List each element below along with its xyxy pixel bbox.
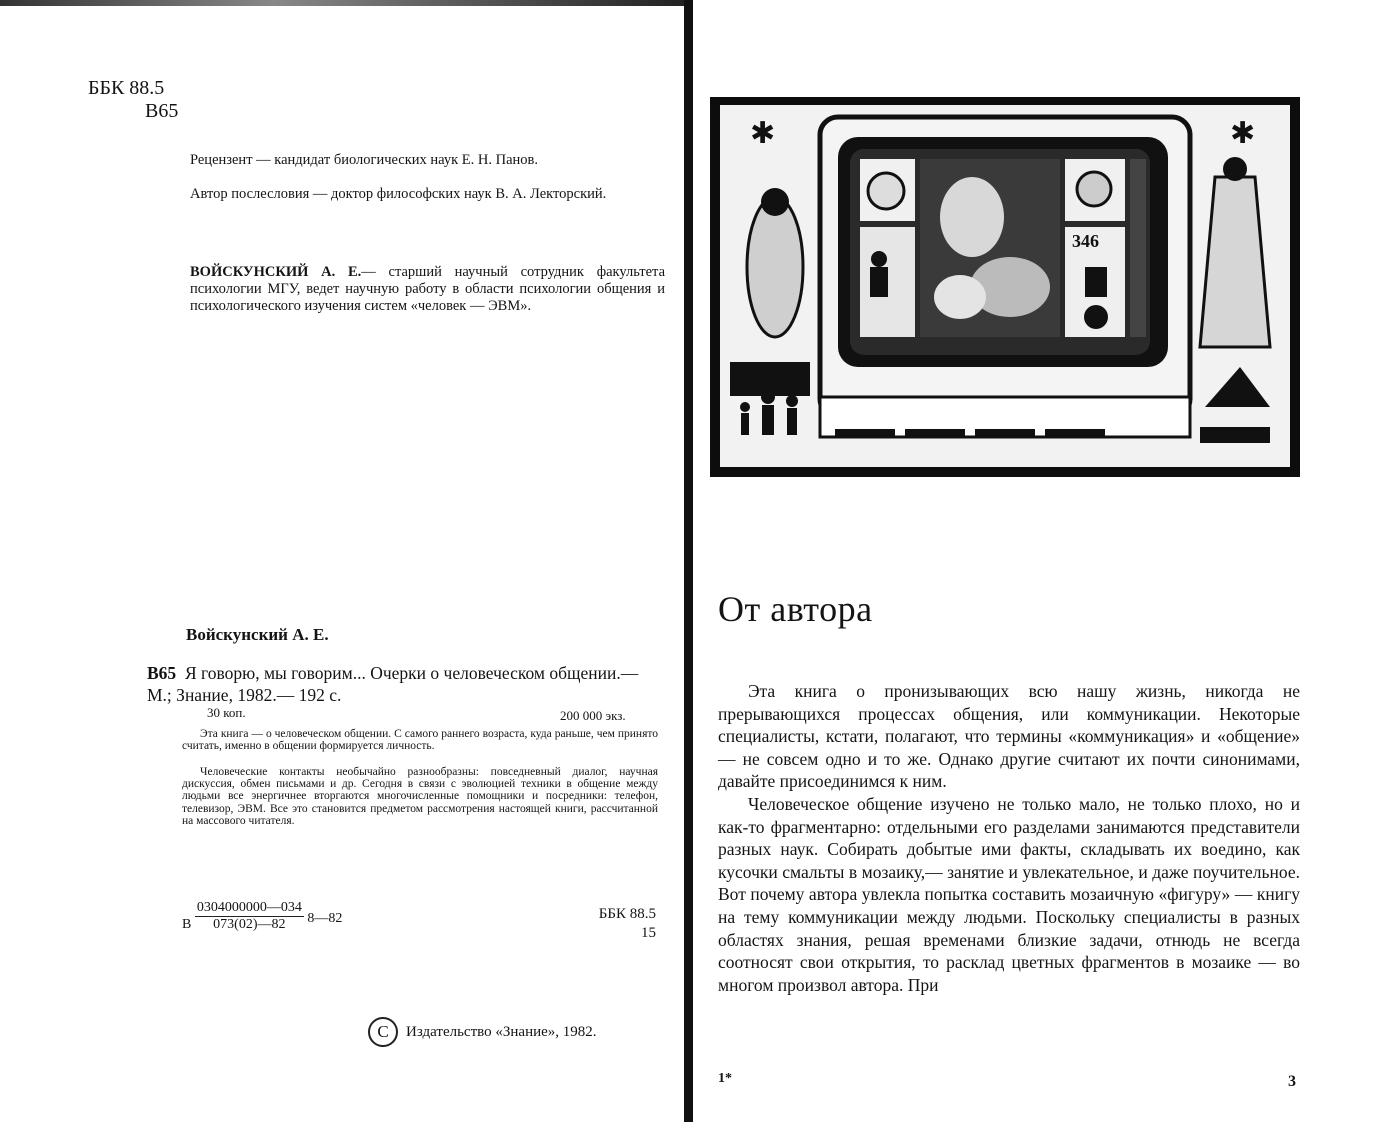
circulation: 200 000 экз. [560, 708, 626, 723]
catalog-entry [147, 662, 662, 706]
author-bio [190, 264, 665, 315]
annotation-1: Эта книга — о человеческом общении. С самого раннего возраста, куда раньше, чем принято считать, именно в общении формируется личность. [182, 728, 658, 753]
page-number: 3 [1288, 1073, 1296, 1090]
tv-number: 346 [1072, 231, 1099, 251]
catalog-sign: В65 [147, 663, 177, 683]
index-numerator: 0304000000—034 [196, 900, 302, 915]
index-suffix: 8—82 [307, 911, 343, 926]
annotation-2: Человеческие контакты необычайно разнообразны: повседневный диалог, научная дискуссия, обмен письмами и др. Сегодня в связи с эволюцией техники в общение между людьми все энергичнее вторгаются многочисленные помощники и посредники: телефон, телевизор, ЭВМ. Все это становится предметом рассмотрения настоящей книги, рассчитанной на массового читателя. [182, 766, 658, 827]
reviewer-line: Рецензент — кандидат биологических наук Е. Н. Панов. [190, 152, 539, 168]
svg-text:✱: ✱ [1230, 116, 1256, 151]
price: 30 коп. [207, 705, 246, 720]
paragraph-1: Эта книга о пронизывающих всю нашу жизнь, никогда не прерывающихся процессах общения, или коммуникации. Некоторые специалисты, кстати, полагают, что термины «коммуникация» и «общение» — не совсем одно и то же. Однако другие считают их почти синонимами, давайте присоединимся к ним. [718, 681, 1300, 792]
copyright-text: Издательство «Знание», 1982. [406, 1023, 597, 1040]
catalog-title: Я говорю, мы говорим... Очерки о человеческом общении.— М.; Знание, 1982.— 192 с. [147, 663, 639, 705]
bbk-bottom-number: 15 [641, 925, 656, 941]
signature-mark: 1* [718, 1071, 732, 1086]
body-text [718, 680, 1300, 996]
copyright-icon: C [368, 1017, 398, 1047]
book-spine [684, 0, 693, 1122]
publication-index [182, 900, 342, 933]
bio-name: ВОЙСКУНСКИЙ А. Е. [190, 264, 362, 280]
svg-text:✱: ✱ [750, 116, 776, 151]
left-page [0, 0, 684, 1122]
index-letter: В [182, 917, 192, 932]
bbk-code: ББК 88.5 [88, 77, 165, 99]
bbk-bottom [576, 905, 656, 943]
bbk-bottom-code: ББК 88.5 [598, 906, 656, 922]
author-sign: В65 [145, 100, 179, 122]
bio-text: — старший научный сотрудник факультета психологии МГУ, ведет научную работу в области психологии общения и психологического изучения систем «человек — ЭВМ». [190, 264, 666, 314]
section-heading: От автора [718, 589, 873, 629]
copyright [368, 1017, 597, 1047]
catalog-author: Войскунский А. Е. [186, 625, 329, 644]
paragraph-2: Человеческое общение изучено не только мало, не только плохо, но и как-то фрагментарно: отдельными его разделами занимаются представители разных наук. Собирать добытые ими факты, складывать их воедино, как кусочки смальты в мозаику,— занятие и увлекательное, и даже поучительное. Вот почему автора увлекла попытка составить мозаичную «фигуру» — книгу на тему коммуникации между людьми. Поскольку специалисты в разных областях знания, решая временами близкие задачи, отнюдь не всегда соотносят свои открытия, то расклад цветных фрагментов в мозаике — во многом произвол автора. При [718, 793, 1300, 995]
afterword-line: Автор послесловия — доктор философских наук В. А. Лекторский. [190, 186, 607, 202]
index-denominator: 073(02)—82 [213, 917, 286, 932]
